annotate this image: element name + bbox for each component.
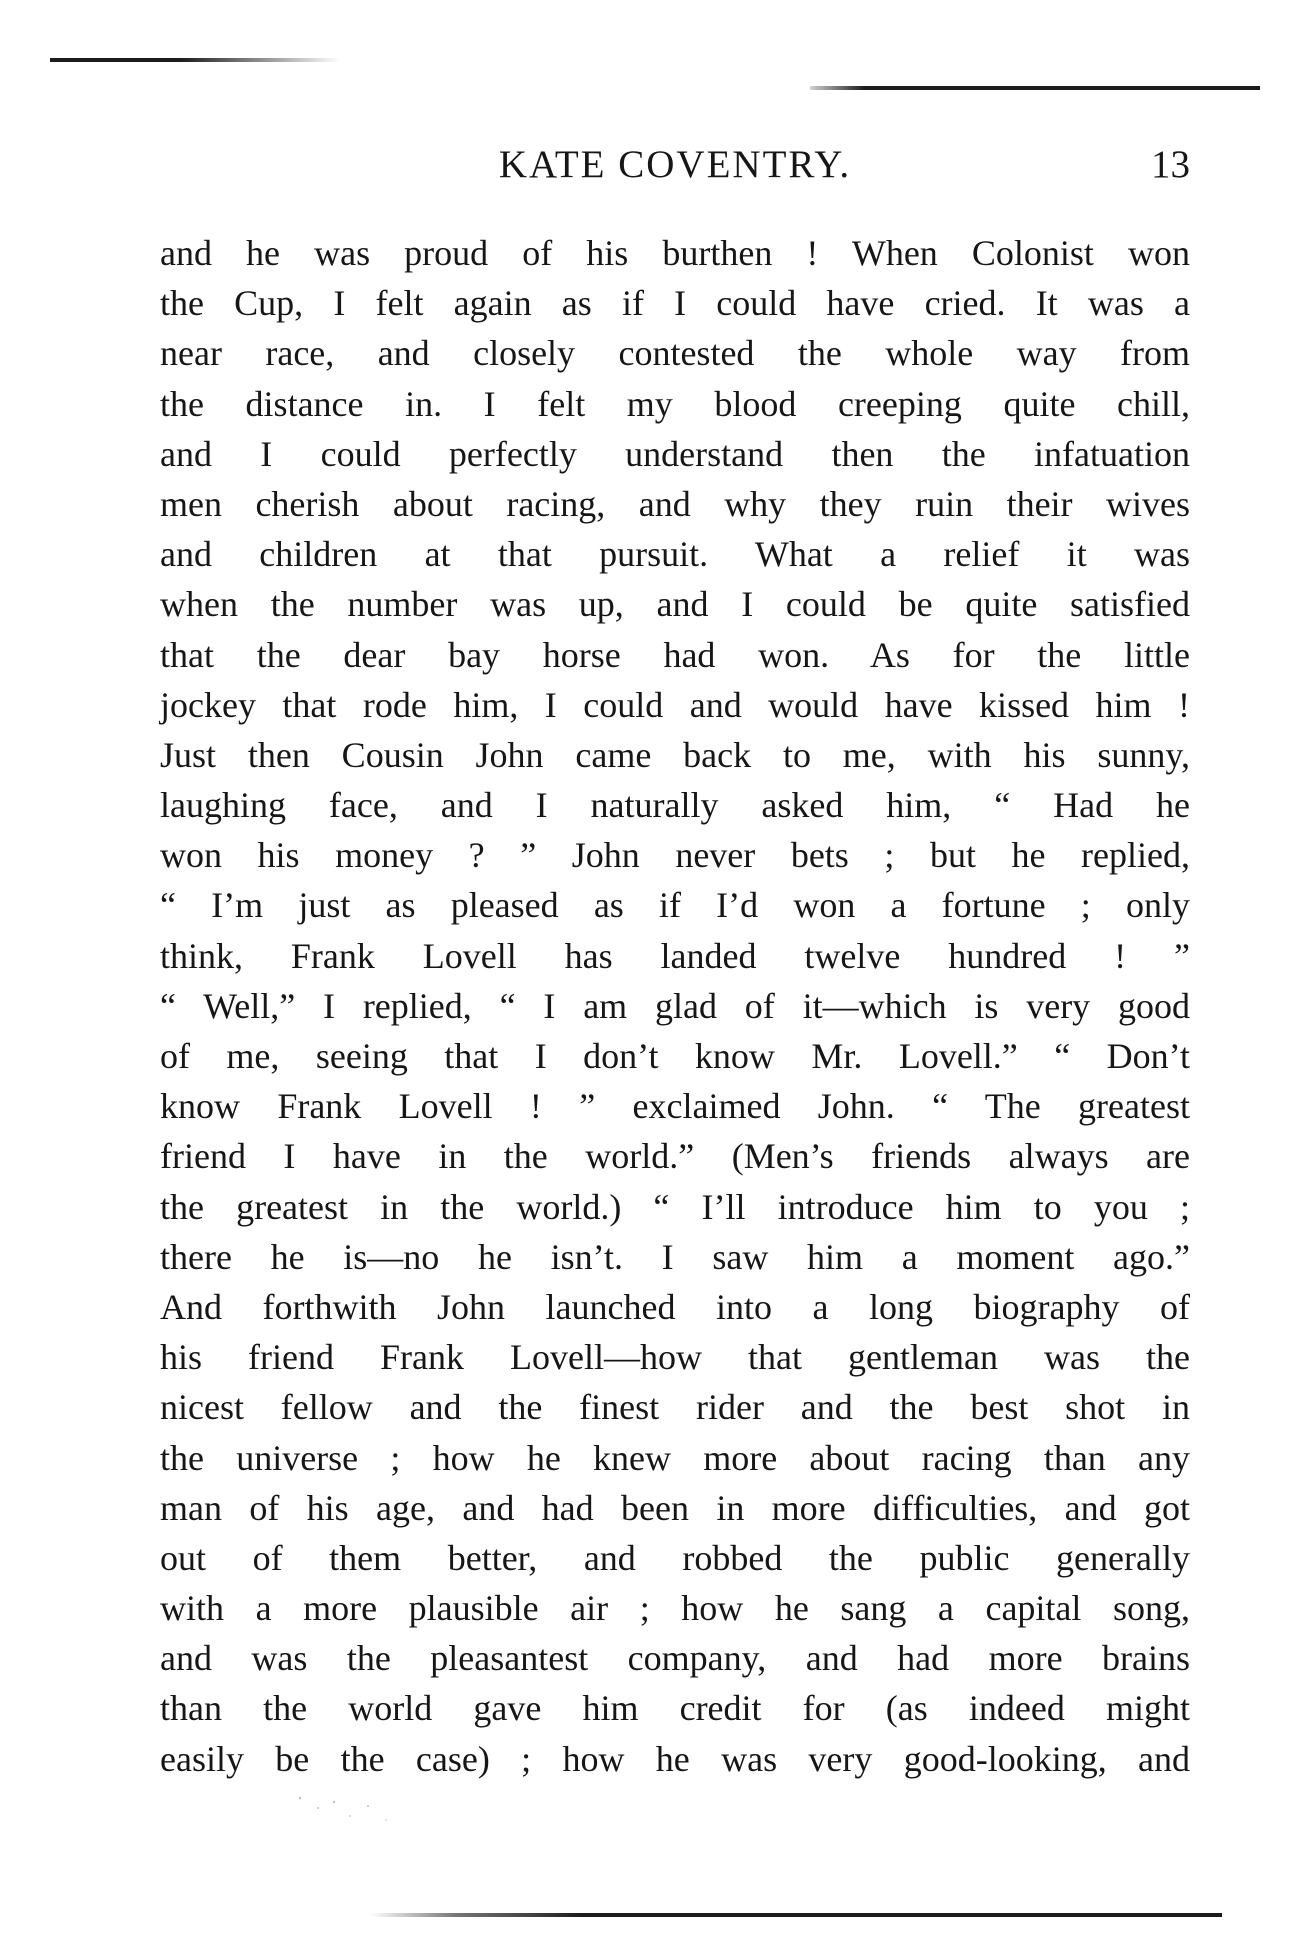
text-line: the Cup, I felt again as if I could have cried. It was a: [160, 283, 1190, 324]
running-head: [160, 140, 1190, 190]
text-line: the distance in. I felt my blood creeping quite chill,: [160, 383, 1190, 424]
text-line: that the dear bay horse had won. As for the little: [160, 634, 1190, 675]
text-line: the greatest in the world.) “ I’ll introduce him to you ;: [160, 1186, 1190, 1227]
text-line: won his money ? ” John never bets ; but he replied,: [160, 835, 1190, 876]
text-line: “ Well,” I replied, “ I am glad of it—which is very good: [160, 985, 1190, 1026]
text-line: men cherish about racing, and why they ruin their wives: [160, 483, 1190, 524]
top-right-rule: [810, 86, 1260, 90]
text-line: and was the pleasantest company, and had more brains: [160, 1638, 1190, 1679]
page-title: KATE COVENTRY.: [498, 143, 852, 186]
text-line: man of his age, and had been in more difficulties, and got: [160, 1487, 1190, 1528]
text-line: jockey that rode him, I could and would have kissed him !: [160, 684, 1190, 725]
text-line: there he is—no he isn’t. I saw him a moment ago.”: [160, 1236, 1190, 1277]
text-line: think, Frank Lovell has landed twelve hundred ! ”: [160, 935, 1190, 976]
text-line: and children at that pursuit. What a relief it was: [160, 534, 1190, 575]
text-line: his friend Frank Lovell—how that gentleman was the: [160, 1337, 1190, 1378]
text-line: the universe ; how he knew more about racing than any: [160, 1437, 1190, 1478]
text-line: friend I have in the world.” (Men’s friends always are: [160, 1136, 1190, 1177]
text-line: near race, and closely contested the whole way from: [160, 333, 1190, 374]
body-text: [160, 228, 1190, 1784]
text-line: and I could perfectly understand then the infatuation: [160, 433, 1190, 474]
print-speckle: [290, 1790, 410, 1830]
text-line: And forthwith John launched into a long biography of: [160, 1286, 1190, 1327]
page-number: 13: [1151, 143, 1190, 186]
text-line: “ I’m just as pleased as if I’d won a fortune ; only: [160, 885, 1190, 926]
text-line: of me, seeing that I don’t know Mr. Lovell.” “ Don’t: [160, 1036, 1190, 1076]
text-line: Just then Cousin John came back to me, with his sunny,: [160, 734, 1190, 775]
text-line: than the world gave him credit for (as indeed might: [160, 1688, 1190, 1729]
text-line: nicest fellow and the finest rider and the best shot in: [160, 1387, 1190, 1428]
text-line: easily be the case) ; how he was very good-looking, and: [160, 1738, 1190, 1779]
text-line: and he was proud of his burthen ! When Colonist won: [160, 233, 1190, 273]
bottom-rule: [370, 1913, 1222, 1917]
top-left-rule: [50, 58, 340, 62]
text-line: laughing face, and I naturally asked him, “ Had he: [160, 785, 1190, 826]
text-line: with a more plausible air ; how he sang a capital song,: [160, 1588, 1190, 1629]
text-line: know Frank Lovell ! ” exclaimed John. “ The greatest: [160, 1086, 1190, 1127]
text-line: out of them better, and robbed the public generally: [160, 1537, 1190, 1578]
text-line: when the number was up, and I could be quite satisfied: [160, 584, 1190, 625]
